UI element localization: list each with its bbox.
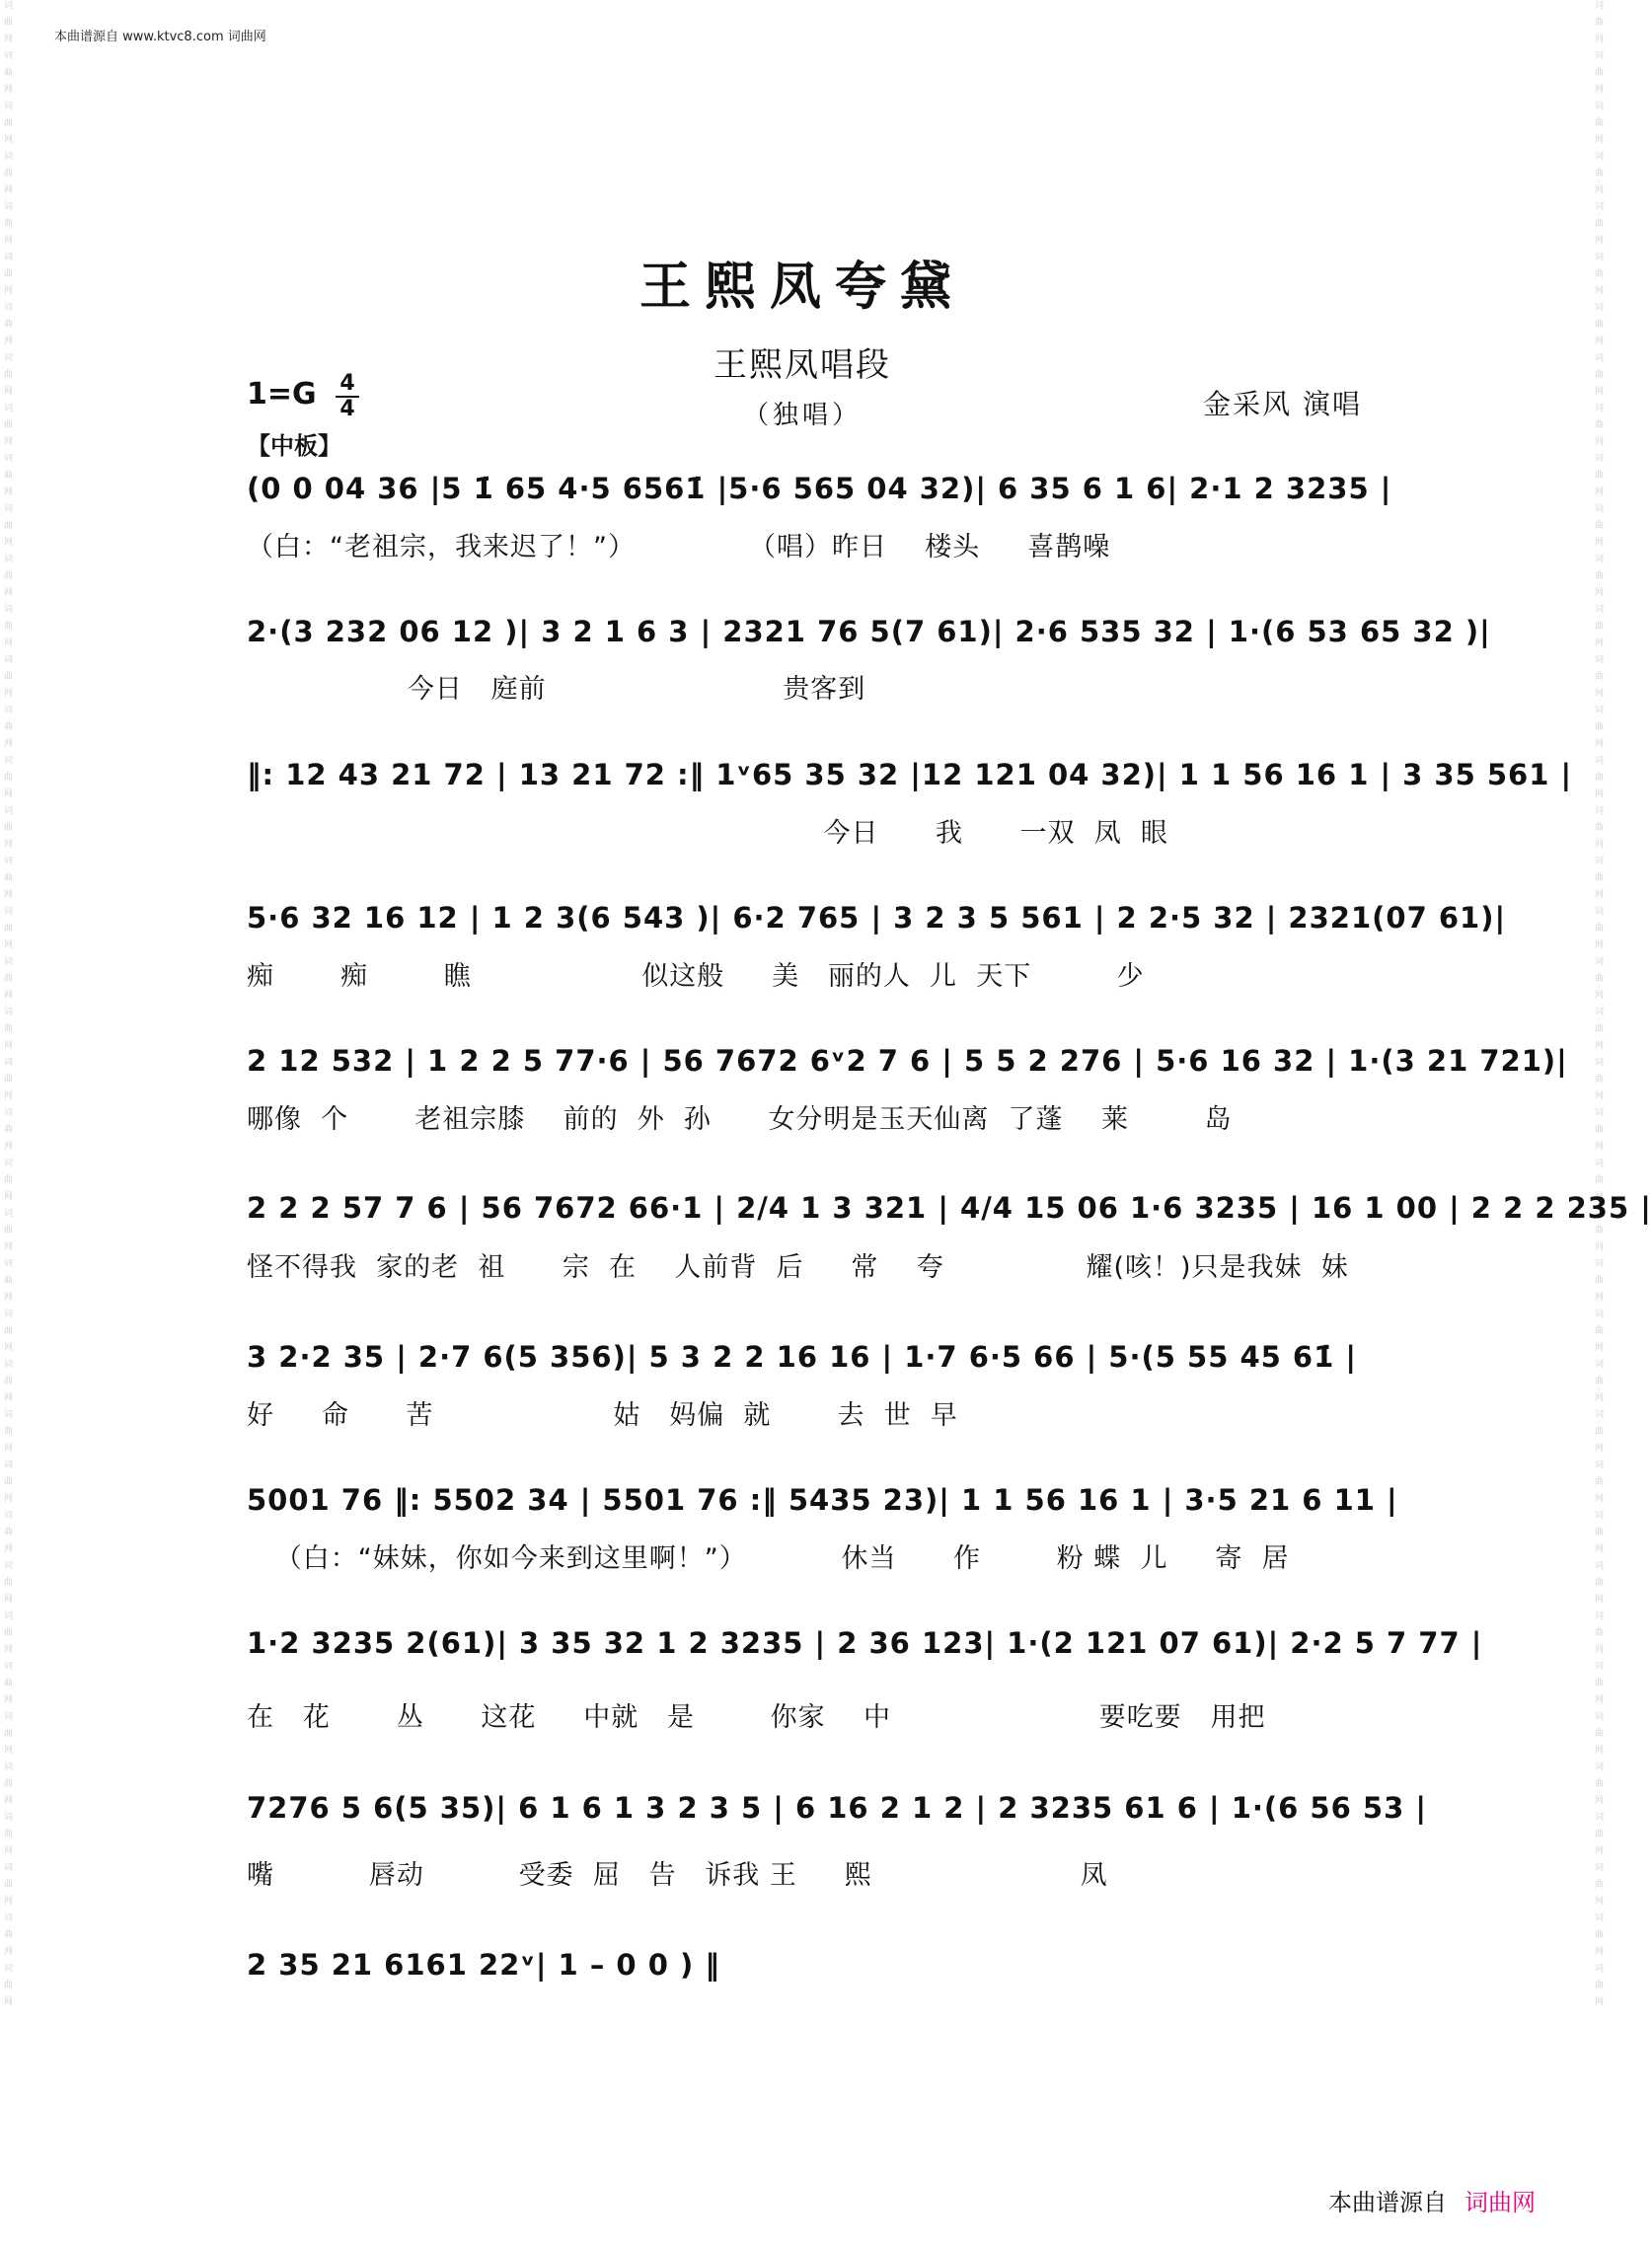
- score-title: 王熙凤夸黛: [638, 257, 965, 317]
- notation-line-10: 7276 5 6(5 35)| 6 1 6 1 3 2 3 5 | 6 16 2 1 2 | 2 3235 61 6 | 1·(6 56 53 |: [247, 1791, 1427, 1825]
- time-signature-bottom: 4: [339, 397, 355, 421]
- footer-source: [1328, 2183, 1536, 2217]
- lyrics-line-9: 在 花 丛 这花 中就 是 你家 中 要吃要 用把: [247, 1702, 1266, 1733]
- performer-credit: 金采风 演唱: [1203, 388, 1362, 420]
- time-signature-top: 4: [339, 371, 355, 396]
- notation-line-1: (0 0 04 36 |5 1̇ 65 4·5 6561̇ |5·6 565 04 32)| 6 35 6 1 6| 2·1 2 3235 |: [247, 472, 1392, 505]
- notation-line-3: ‖: 12 43 21 72 | 13 21 72 :‖ 1ᵛ65 35 32 |12 121 04 32)| 1 1 56 16 1 | 3 35 561 |: [247, 758, 1573, 791]
- time-signature: [336, 373, 359, 420]
- notation-line-6: 2 2 2 57 7 6 | 56 7672 66·1 | 2/4 1 3 321 | 4/4 15 06 1·6 3235 | 16 1 00 | 2 2 2 235 |: [247, 1191, 1652, 1225]
- lyrics-line-2: 今日 庭前 贵客到: [247, 674, 866, 705]
- notation-line-7: 3 2·2 35 | 2·7 6(5 356)| 5 3 2 2 16 16 | 1·7 6·5 66 | 5·(5 55 45 61̇ |: [247, 1340, 1357, 1374]
- source-header: 本曲谱源自 www.ktvc8.com 词曲网: [54, 30, 266, 44]
- notation-line-2: 2·(3 232 06 12 )| 3 2 1 6 3 | 2321 76 5(7 61)| 2·6 535 32 | 1·(6 53 65 32 )|: [247, 615, 1491, 648]
- notation-line-11: 2 35 21 6161 22ᵛ| 1 – 0 0 ) ‖: [247, 1948, 720, 1982]
- left-watermark: 词曲网词曲网词曲网词曲网词曲网词曲网词曲网词曲网词曲网词曲网词曲网词曲网词曲网词曲网词曲网词曲网词曲网词曲网词曲网词曲网词曲网词曲网词曲网词曲网词曲网词曲网词曲网词曲网词曲网词曲网词曲网词曲网词曲网词曲网词曲网词曲网词曲网词曲网词曲网词曲网: [2, 0, 12, 2013]
- performance-type: （独唱）: [742, 401, 862, 430]
- notation-line-8: 5001 76 ‖: 5502 34 | 5501 76 :‖ 5435 23)| 1 1 56 16 1 | 3·5 21 6 11 |: [247, 1483, 1398, 1517]
- lyrics-line-6: 怪不得我 家的老 祖 宗 在 人前背 后 常 夸 耀(咳！)只是我妹 妹: [247, 1252, 1349, 1283]
- footer-source-label: 本曲谱源自: [1328, 2189, 1447, 2216]
- right-watermark: 词曲网词曲网词曲网词曲网词曲网词曲网词曲网词曲网词曲网词曲网词曲网词曲网词曲网词曲网词曲网词曲网词曲网词曲网词曲网词曲网词曲网词曲网词曲网词曲网词曲网词曲网词曲网词曲网词曲网词曲网词曲网词曲网词曲网词曲网词曲网词曲网词曲网词曲网词曲网词曲网: [1593, 0, 1603, 2013]
- notation-line-9: 1·2 3235 2(61)| 3 35 32 1 2 3235 | 2 36 123| 1·(2 121 07 61)| 2·2 5 7 77 |: [247, 1626, 1483, 1660]
- lyrics-line-8: （白：“妹妹，你如今来到这里啊！”） 休当 作 粉 蝶 儿 寄 居: [247, 1543, 1290, 1574]
- footer-site-link[interactable]: 词曲网: [1464, 2189, 1536, 2216]
- notation-line-4: 5·6 32 16 12 | 1 2 3(6 543 )| 6·2 765 | 3 2 3 5 561 | 2 2·5 32 | 2321(07 61)|: [247, 901, 1507, 935]
- lyrics-line-5: 哪像 个 老祖宗膝 前的 外 孙 女分明是玉天仙离 了蓬 莱 岛: [247, 1104, 1233, 1135]
- lyrics-line-10: 嘴 唇动 受委 屈 告 诉我 王 熙 凤: [247, 1860, 1108, 1891]
- tempo-marking: 【中板】: [247, 432, 341, 460]
- notation-line-5: 2 12 532 | 1 2 2 5 77·6 | 56 7672 6ᵛ2 7 6 | 5 5 2 276 | 5·6 16 32 | 1·(3 21 721)|: [247, 1044, 1568, 1078]
- lyrics-line-3: 今日 我 一双 凤 眼: [247, 818, 1168, 849]
- score-subtitle: 王熙凤唱段: [713, 345, 891, 385]
- lyrics-line-1: （白：“老祖宗，我来迟了！”） （唱）昨日 楼头 喜鹊噪: [247, 532, 1111, 562]
- lyrics-line-7: 好 命 苦 姑 妈偏 就 去 世 早: [247, 1400, 958, 1431]
- key-signature: 1=G: [247, 377, 317, 412]
- lyrics-line-4: 痴 痴 瞧 似这般 美 丽的人 儿 天下 少: [247, 961, 1145, 992]
